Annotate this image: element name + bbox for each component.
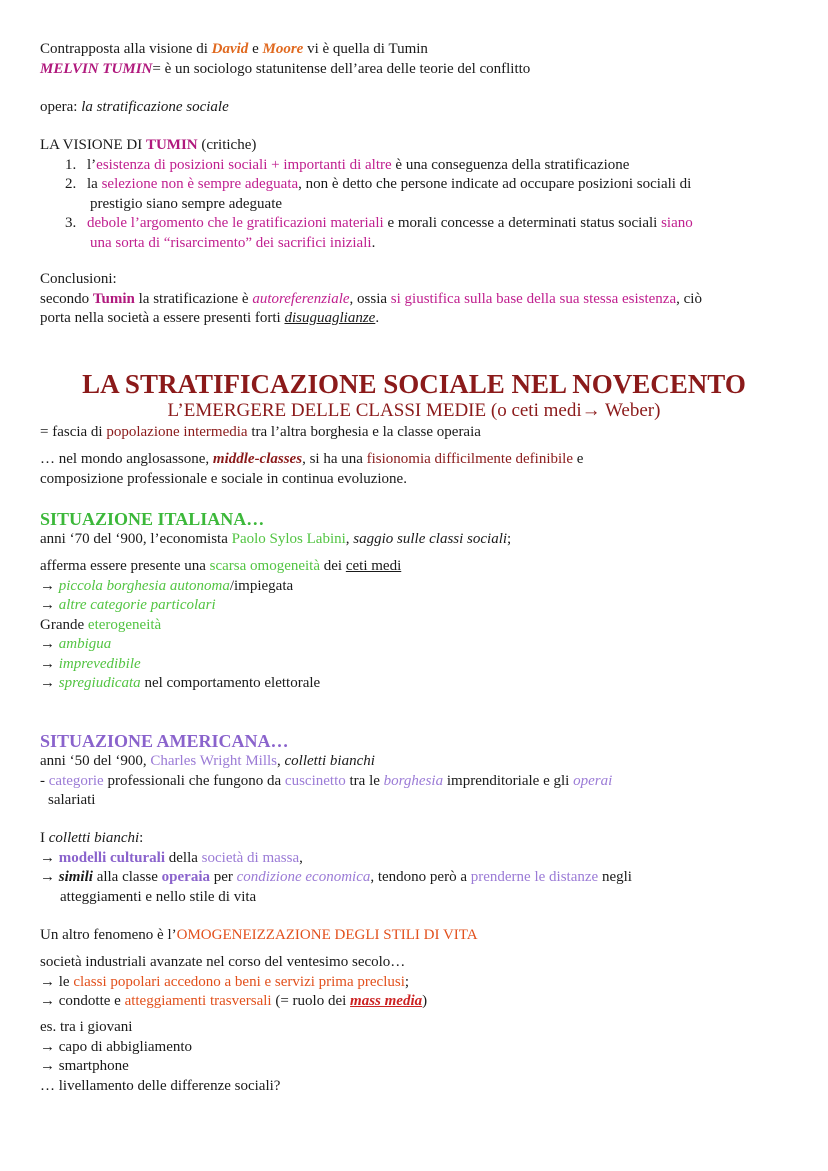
list-item bbox=[40, 1038, 788, 1058]
arrow-icon: → bbox=[40, 655, 55, 672]
section-subtitle: L’EMERGERE DELLE CLASSI MEDIE (o ceti medi→ Weber) bbox=[167, 400, 661, 421]
highlight: siano bbox=[661, 215, 693, 231]
text: negli bbox=[598, 869, 632, 885]
america-line-3: salariati bbox=[48, 792, 96, 808]
grande-line bbox=[40, 616, 788, 636]
opera-line bbox=[40, 98, 788, 118]
tumin: TUMIN bbox=[145, 137, 198, 153]
text: smartphone bbox=[58, 1058, 129, 1074]
omog-block bbox=[40, 953, 788, 1012]
list-item-continuation bbox=[40, 195, 788, 215]
intro-line-2 bbox=[40, 60, 788, 80]
highlight: popolazione intermedia bbox=[106, 424, 248, 440]
highlight: esistenza di posizioni sociali + importanti di altre bbox=[96, 156, 392, 173]
highlight: fisionomia difficilmente definibile bbox=[366, 451, 573, 467]
highlight: ambigua bbox=[58, 636, 112, 652]
highlight: OMOGENEIZZAZIONE DEGLI STILI DI VITA bbox=[176, 927, 478, 943]
name-melvin-tumin: MELVIN TUMIN bbox=[40, 60, 153, 77]
highlight: prenderne le distanze bbox=[470, 869, 599, 885]
text: = è un sociologo statunitense dell’area delle teorie del conflitto bbox=[152, 60, 531, 77]
colletti-bianchi: colletti bianchi bbox=[48, 830, 140, 846]
text: condotte e bbox=[58, 993, 125, 1009]
arrow-icon: → bbox=[40, 973, 55, 990]
america-block bbox=[40, 752, 788, 811]
conclusioni-heading: Conclusioni: bbox=[40, 271, 117, 287]
work-title: saggio sulle classi sociali bbox=[353, 531, 508, 547]
arrow-icon: → bbox=[40, 636, 55, 652]
america-line-2 bbox=[40, 772, 788, 792]
text: - bbox=[40, 772, 49, 789]
italia-line-2 bbox=[40, 557, 788, 577]
text: tra l’altra borghesia e la classe operaia bbox=[247, 424, 481, 440]
highlight: modelli culturali bbox=[58, 849, 165, 866]
opera-label: opera: bbox=[40, 99, 82, 115]
text: la stratificazione è bbox=[134, 290, 253, 307]
text: e bbox=[248, 41, 263, 57]
highlight: selezione non è sempre adeguata bbox=[101, 176, 299, 192]
highlight: eterogeneità bbox=[87, 616, 162, 633]
highlight: debole l’argomento che le gratificazioni materiali bbox=[87, 215, 384, 231]
simili: simili bbox=[58, 869, 93, 885]
list-item-continuation: atteggiamenti e nello stile di vita bbox=[60, 888, 257, 905]
italia-line-1 bbox=[40, 530, 788, 550]
tumin: Tumin bbox=[92, 290, 135, 307]
text: , bbox=[299, 849, 303, 866]
omog-line: società industriali avanzate nel corso del ventesimo secolo… bbox=[40, 954, 406, 970]
list-item bbox=[40, 175, 788, 195]
visione-block bbox=[40, 136, 788, 253]
text: Un altro fenomeno è l’ bbox=[40, 927, 177, 943]
anglo-block bbox=[40, 450, 788, 489]
disuguaglianze: disuguaglianze bbox=[284, 310, 376, 326]
america-heading: SITUAZIONE AMERICANA… bbox=[40, 731, 289, 751]
conclusioni-line-2 bbox=[40, 309, 788, 329]
name-moore: Moore bbox=[262, 41, 304, 57]
text: nel comportamento elettorale bbox=[140, 675, 321, 691]
text: … nel mondo anglosassone, bbox=[40, 451, 213, 467]
section-title: LA STRATIFICAZIONE SOCIALE NEL NOVECENTO bbox=[82, 369, 746, 399]
omog-heading bbox=[40, 926, 788, 946]
conclusioni-line-1 bbox=[40, 290, 788, 310]
text: , tendono però a bbox=[370, 869, 471, 885]
text: /impiegata bbox=[229, 577, 294, 594]
name-david: David bbox=[211, 41, 249, 57]
italia-heading: SITUAZIONE ITALIANA… bbox=[40, 509, 265, 529]
text: imprenditoriale e gli bbox=[443, 772, 574, 789]
highlight: si giustifica sulla base della sua stessa esistenza bbox=[390, 290, 677, 307]
colletti-heading bbox=[40, 829, 788, 849]
list-item bbox=[40, 214, 788, 234]
text: della bbox=[165, 849, 202, 866]
text: e bbox=[572, 451, 584, 467]
middle-classes: middle-classes bbox=[212, 451, 303, 467]
text: vi è quella di Tumin bbox=[303, 41, 428, 57]
arrow-icon: → bbox=[40, 1038, 55, 1055]
work-title: colletti bianchi bbox=[284, 753, 375, 769]
america-line-1 bbox=[40, 752, 788, 772]
text: (critiche) bbox=[197, 137, 257, 153]
arrow-icon: → bbox=[40, 577, 55, 594]
closing-question: … livellamento delle differenze sociali? bbox=[40, 1077, 281, 1094]
text: alla classe bbox=[92, 869, 162, 885]
italia-list bbox=[40, 557, 788, 694]
text: LA VISIONE DI bbox=[40, 137, 146, 153]
highlight: classi popolari accedono a beni e servizi prima preclusi bbox=[73, 973, 405, 990]
highlight: cuscinetto bbox=[284, 772, 346, 789]
text: ; bbox=[404, 973, 410, 990]
author-name: Paolo Sylos Labini bbox=[231, 531, 346, 547]
list-number: 2. bbox=[65, 176, 77, 192]
text: ; bbox=[507, 531, 512, 547]
list-item bbox=[40, 577, 788, 597]
text: afferma essere presente una bbox=[40, 558, 210, 574]
text: , bbox=[345, 531, 354, 547]
visione-heading bbox=[40, 136, 788, 156]
text: anni ‘70 del ‘900, l’economista bbox=[40, 531, 232, 547]
list-item bbox=[40, 635, 788, 655]
text: porta nella società a essere presenti forti bbox=[40, 310, 285, 326]
colletti-block bbox=[40, 829, 788, 907]
text: prestigio siano sempre adeguate bbox=[90, 195, 283, 212]
highlight: operaia bbox=[161, 869, 210, 885]
list-number: 1. bbox=[65, 156, 77, 173]
text: : bbox=[139, 830, 144, 846]
text: (= ruolo dei bbox=[271, 993, 351, 1009]
text: tra le bbox=[345, 772, 384, 789]
conclusioni-block bbox=[40, 270, 788, 329]
arrow-icon: → bbox=[40, 597, 55, 613]
highlight: scarsa omogeneità bbox=[209, 558, 321, 574]
text: , non è detto che persone indicate ad occupare posizioni sociali di bbox=[298, 176, 692, 192]
list-item bbox=[40, 992, 788, 1012]
text: capo di abbigliamento bbox=[58, 1038, 193, 1055]
list-item bbox=[40, 1057, 788, 1077]
text: secondo bbox=[40, 290, 93, 307]
arrow-icon: → bbox=[40, 849, 55, 866]
ceti-medi: ceti medi bbox=[345, 558, 402, 574]
text: Grande bbox=[40, 616, 88, 633]
text: le bbox=[58, 973, 74, 990]
intro-line-1 bbox=[40, 40, 788, 60]
arrow-icon: → bbox=[40, 869, 55, 885]
highlight: spregiudicata bbox=[58, 675, 141, 691]
highlight: piccola borghesia autonoma bbox=[58, 577, 230, 594]
text: ) bbox=[422, 993, 428, 1009]
arrow-icon: → bbox=[40, 675, 55, 691]
text: professionali che fungono da bbox=[103, 772, 285, 789]
text: è una conseguenza della stratificazione bbox=[391, 156, 630, 173]
text: , ossia bbox=[349, 290, 391, 307]
highlight: una sorta di “risarcimento” dei sacrifici iniziali bbox=[90, 234, 372, 251]
highlight: operai bbox=[573, 772, 613, 789]
anglo-line-2: composizione professionale e sociale in continua evoluzione. bbox=[40, 470, 407, 487]
anglo-line-1 bbox=[40, 450, 788, 470]
highlight: categorie bbox=[48, 772, 104, 789]
list-item bbox=[40, 849, 788, 869]
list-item bbox=[40, 156, 788, 176]
text: , ciò bbox=[676, 290, 702, 307]
highlight: autoreferenziale bbox=[252, 290, 350, 307]
arrow-icon: → bbox=[40, 1058, 55, 1074]
list-number: 3. bbox=[65, 215, 77, 231]
text: anni ‘50 del ‘900, bbox=[40, 753, 151, 769]
esempi-block bbox=[40, 1018, 788, 1096]
list-item bbox=[40, 674, 788, 694]
highlight: altre categorie particolari bbox=[58, 597, 216, 613]
list-item bbox=[40, 973, 788, 993]
esempi-heading: es. tra i giovani bbox=[40, 1019, 133, 1035]
opera-title: la stratificazione sociale bbox=[81, 99, 229, 115]
mass-media: mass media bbox=[350, 993, 423, 1009]
highlight: imprevedibile bbox=[58, 655, 141, 672]
list-item bbox=[40, 868, 788, 888]
list-item bbox=[40, 655, 788, 675]
text: dei bbox=[320, 558, 346, 574]
intro-block bbox=[40, 40, 788, 79]
arrow-icon: → bbox=[40, 993, 55, 1009]
text: e morali concesse a determinati status sociali bbox=[383, 215, 662, 231]
text: . bbox=[371, 234, 376, 251]
highlight: società di massa bbox=[201, 849, 300, 866]
text: = fascia di bbox=[40, 424, 107, 440]
highlight: borghesia bbox=[383, 772, 444, 789]
text: , si ha una bbox=[302, 451, 367, 467]
list-item-continuation bbox=[40, 234, 788, 254]
text: . bbox=[375, 310, 380, 326]
highlight: atteggiamenti trasversali bbox=[124, 993, 272, 1009]
text: l’ bbox=[87, 156, 97, 173]
text: I bbox=[40, 830, 49, 846]
definition-line bbox=[40, 423, 788, 443]
text: per bbox=[209, 869, 237, 885]
author-name: Charles Wright Mills bbox=[150, 753, 278, 769]
highlight: condizione economica bbox=[236, 869, 371, 885]
text: , bbox=[277, 753, 285, 769]
text: la bbox=[87, 176, 102, 192]
list-item bbox=[40, 596, 788, 616]
text: Contrapposta alla visione di bbox=[40, 41, 212, 57]
